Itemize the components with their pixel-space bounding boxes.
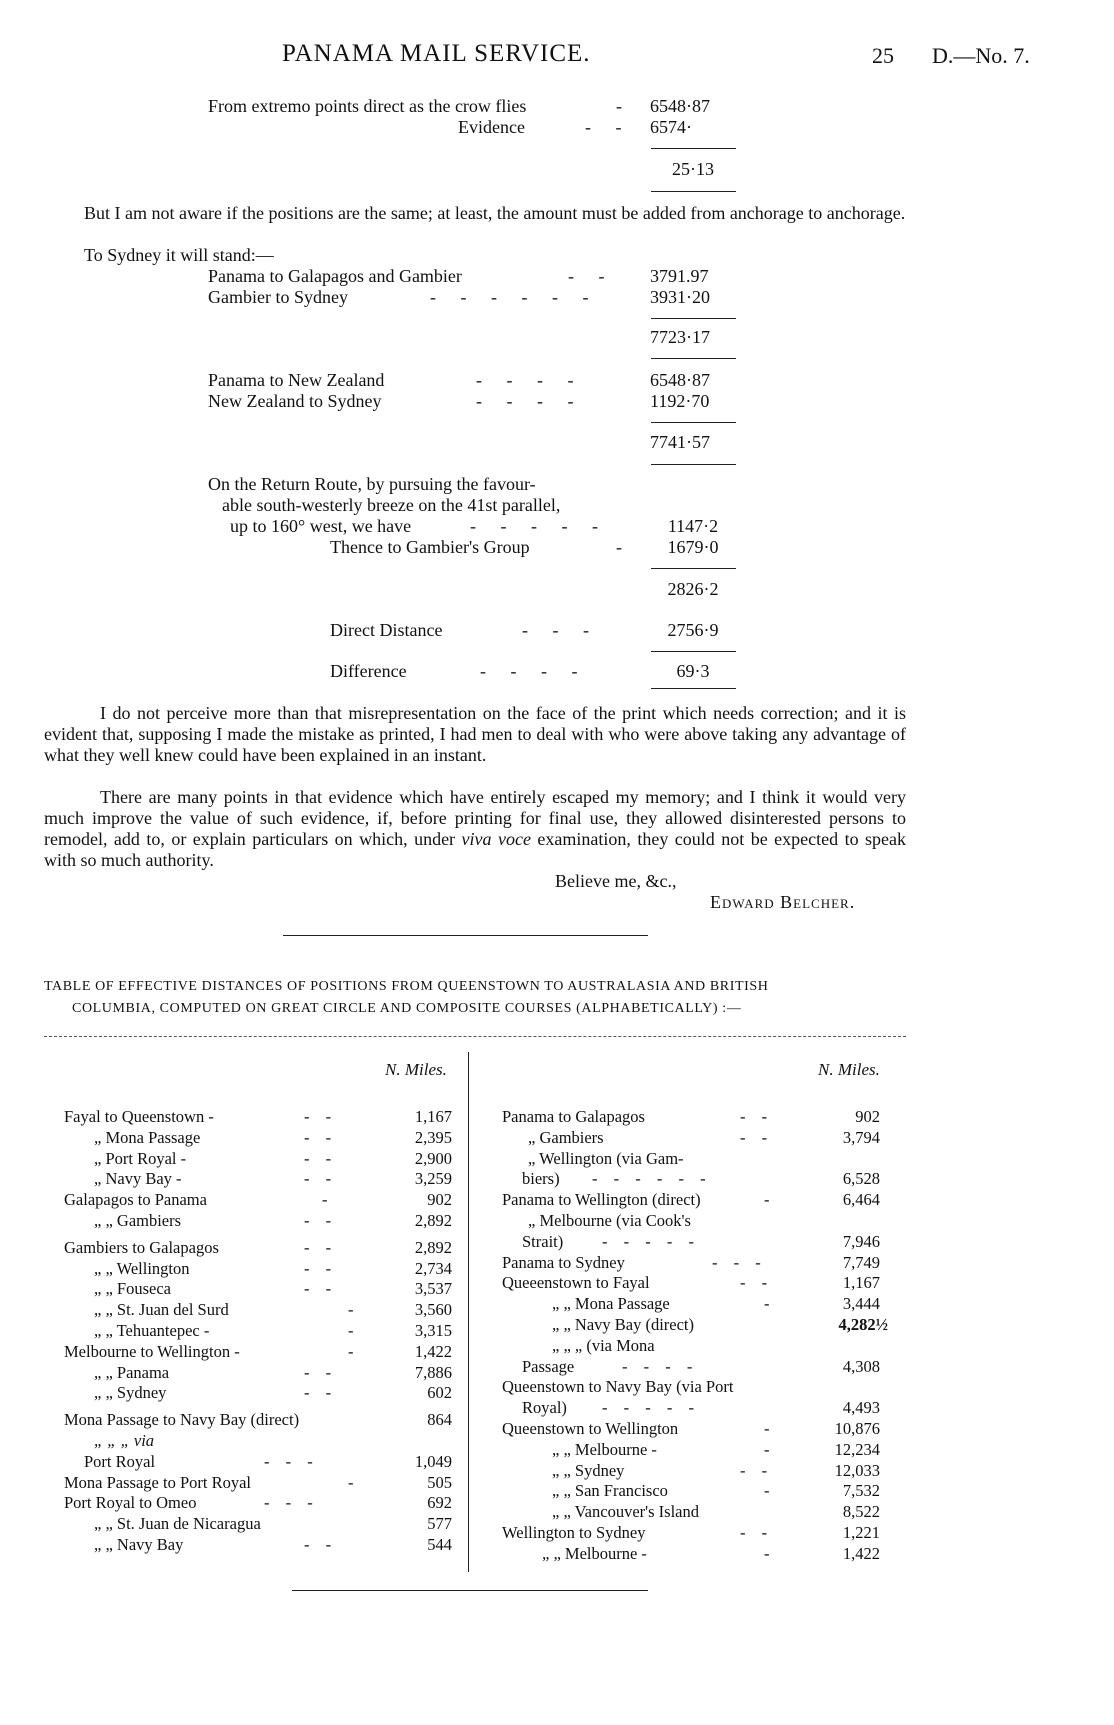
table-bottom-rule xyxy=(292,1590,648,1591)
sum-rule xyxy=(651,651,736,652)
table-row: Passage - - - - 4,308 xyxy=(522,1356,880,1376)
table-row: Mona Passage to Navy Bay (direct) 864 xyxy=(64,1410,452,1430)
table-row: Queeenstown to Fayal - - 1,167 xyxy=(502,1273,880,1293)
table-row: „ „ Vancouver's Island 8,522 xyxy=(552,1502,880,1522)
table-row: „ Navy Bay - - - 3,259 xyxy=(94,1169,452,1189)
return-route-line1: On the Return Route, by pursuing the favour- xyxy=(208,474,536,494)
signature: Edward Belcher. xyxy=(710,892,856,912)
route1-total: 7723·17 xyxy=(650,327,710,347)
table-row: „ „ Wellington - - 2,734 xyxy=(94,1258,452,1278)
crow-flies-difference: 25·13 xyxy=(672,159,714,179)
route1-leg2-value: 3931·20 xyxy=(650,287,710,307)
table-row: Melbourne to Wellington - - 1,422 xyxy=(64,1341,452,1361)
table-row: „ Gambiers - - 3,794 xyxy=(528,1127,880,1147)
table-row: Panama to Galapagos - - 902 xyxy=(502,1107,880,1126)
table-row: Port Royal - - - 1,049 xyxy=(84,1451,452,1471)
document-reference: D.—No. 7. xyxy=(932,43,1030,68)
leader-dots: - - - xyxy=(522,620,599,640)
table-row: Fayal to Queenstown - - - 1,167 xyxy=(64,1107,452,1126)
evidence-label: Evidence xyxy=(458,117,525,137)
page-header xyxy=(0,0,1114,80)
difference-value: 69·3 xyxy=(676,661,710,681)
page-number: 25 xyxy=(872,43,894,68)
sum-rule xyxy=(651,422,736,423)
table-row: „ „ „ via xyxy=(94,1430,155,1450)
table-row: Royal) - - - - - 4,493 xyxy=(522,1398,880,1418)
table-row: „ „ Mona Passage - 3,444 xyxy=(552,1294,880,1314)
sum-rule xyxy=(651,191,736,192)
table-caption-line2: COLUMBIA, COMPUTED ON GREAT CIRCLE AND COMPOSITE COURSES (ALPHABETICALLY) :— xyxy=(72,1001,742,1016)
table-row: „ Melbourne (via Cook's xyxy=(528,1210,691,1230)
section-divider xyxy=(283,935,648,936)
leader-dots: - - - - - - xyxy=(430,287,599,307)
table-row: „ Mona Passage - - 2,395 xyxy=(94,1127,452,1147)
leader-dots: - xyxy=(616,537,632,557)
table-row: „ „ Melbourne - - 1,422 xyxy=(542,1543,880,1563)
left-unit-header: N. Miles. xyxy=(385,1060,447,1079)
route2-leg1-label: Panama to New Zealand xyxy=(208,370,385,390)
sum-rule xyxy=(651,688,736,689)
table-row: Galapagos to Panama - 902 xyxy=(64,1190,452,1210)
crow-flies-value: 6548·87 xyxy=(650,96,710,116)
route2-total: 7741·57 xyxy=(650,432,710,452)
sydney-intro: To Sydney it will stand:— xyxy=(84,245,274,265)
table-caption-line1: TABLE OF EFFECTIVE DISTANCES OF POSITIONS FROM QUEENSTOWN TO AUSTRALASIA AND BRITISH xyxy=(44,979,769,994)
direct-distance-label: Direct Distance xyxy=(330,620,443,640)
table-top-rule xyxy=(44,1036,906,1037)
table-row: Wellington to Sydney - - 1,221 xyxy=(502,1522,880,1542)
table-row: „ „ Sydney - - 602 xyxy=(94,1383,452,1403)
closing-salutation: Believe me, &c., xyxy=(555,871,677,891)
leader-dots: - - xyxy=(568,266,615,286)
leader-dots: - - - - xyxy=(476,391,584,411)
route2-leg2-value: 1192·70 xyxy=(650,391,710,411)
left-distance-column xyxy=(64,1107,452,1556)
table-row: Strait) - - - - - 7,946 xyxy=(522,1231,880,1251)
table-row: „ „ Navy Bay - - 544 xyxy=(94,1534,452,1554)
table-row: Gambiers to Galapagos - - 2,892 xyxy=(64,1237,452,1257)
sum-rule xyxy=(651,358,736,359)
route1-leg2-label: Gambier to Sydney xyxy=(208,287,348,307)
leader-dots: - - - - xyxy=(480,661,588,681)
crow-flies-label: From extremo points direct as the crow flies xyxy=(208,96,527,116)
right-unit-header: N. Miles. xyxy=(818,1060,880,1079)
table-row: „ Port Royal - - - 2,900 xyxy=(94,1148,452,1168)
table-row: „ „ Melbourne - - 12,234 xyxy=(552,1439,880,1459)
leader-dots: - - - - xyxy=(476,370,584,390)
table-row: „ „ St. Juan del Surd - 3,560 xyxy=(94,1300,452,1320)
viva-voce-italic: viva voce xyxy=(461,829,531,849)
table-row: Queenstown to Wellington - 10,876 xyxy=(502,1418,880,1438)
table-row: „ „ Tehuantepec - - 3,315 xyxy=(94,1320,452,1340)
leader-dots: - - - - - xyxy=(470,516,608,536)
direct-distance-value: 2756·9 xyxy=(667,620,719,640)
evidence-paragraph-end: examination, they could not be expected to speak with so much authority. xyxy=(44,829,907,870)
table-row: „ „ Gambiers - - 2,892 xyxy=(94,1210,452,1230)
table-caption xyxy=(44,976,906,1020)
table-row: „ „ „ (via Mona xyxy=(552,1335,655,1355)
sum-rule xyxy=(651,148,736,149)
sum-rule xyxy=(651,568,736,569)
table-row: Port Royal to Omeo - - - 692 xyxy=(64,1493,452,1513)
sum-rule xyxy=(651,464,736,465)
route1-leg1-value: 3791.97 xyxy=(650,266,709,286)
table-row: „ „ San Francisco - 7,532 xyxy=(552,1481,880,1501)
evidence-paragraph-text: There are many points in that evidence which have entirely escaped my memory; and I think it would very much improve the value of such evidence, if, before printing for final use, they allowed disinterested persons to remodel, add to, or explain particulars on which, under xyxy=(44,787,906,849)
right-distance-column xyxy=(502,1107,888,1565)
difference-label: Difference xyxy=(330,661,407,681)
table-row: Queenstown to Navy Bay (via Port xyxy=(502,1377,734,1397)
table-row: „ „ St. Juan de Nicaragua 577 xyxy=(94,1514,452,1534)
table-row: „ Wellington (via Gam- xyxy=(528,1148,684,1168)
return-route-total: 2826·2 xyxy=(667,579,719,599)
evidence-paragraph xyxy=(44,787,906,871)
leader-dots: - xyxy=(616,96,632,116)
route1-leg1-label: Panama to Galapagos and Gambier xyxy=(208,266,462,286)
evidence-value: 6574· xyxy=(650,117,692,137)
leader-dots: - - xyxy=(585,117,632,137)
table-row: Panama to Sydney - - - 7,749 xyxy=(502,1252,880,1272)
table-row: „ „ Panama - - 7,886 xyxy=(94,1362,452,1382)
return-route-line3: up to 160° west, we have xyxy=(230,516,412,536)
misrepresentation-paragraph: I do not perceive more than that misrepresentation on the face of the print which needs correction; and it is evident that, supposing I made the mistake as printed, I had men to deal with who were above taking any advantage of what they well knew could have been explained in an instant. xyxy=(44,703,906,765)
table-row: „ „ Navy Bay (direct) 4,282½ xyxy=(552,1314,888,1334)
table-row: Mona Passage to Port Royal - 505 xyxy=(64,1472,452,1492)
sum-rule xyxy=(651,318,736,319)
route2-leg1-value: 6548·87 xyxy=(650,370,710,390)
table-row: „ „ Sydney - - 12,033 xyxy=(552,1460,880,1480)
table-row: Panama to Wellington (direct) - 6,464 xyxy=(502,1190,880,1210)
return-route-line4: Thence to Gambier's Group xyxy=(330,537,530,557)
table-row: „ „ Fouseca - - 3,537 xyxy=(94,1279,452,1299)
return-route-line2: able south-westerly breeze on the 41st parallel, xyxy=(222,495,561,515)
page-title: PANAMA MAIL SERVICE. xyxy=(282,40,591,67)
anchorage-paragraph: But I am not aware if the positions are the same; at least, the amount must be added from anchorage to anchorage. xyxy=(84,203,906,223)
return-route-value1: 1147·2 xyxy=(667,516,719,536)
route2-leg2-label: New Zealand to Sydney xyxy=(208,391,382,411)
return-route-value2: 1679·0 xyxy=(667,537,719,557)
column-divider xyxy=(468,1052,469,1572)
table-row: biers) - - - - - - 6,528 xyxy=(522,1169,880,1189)
